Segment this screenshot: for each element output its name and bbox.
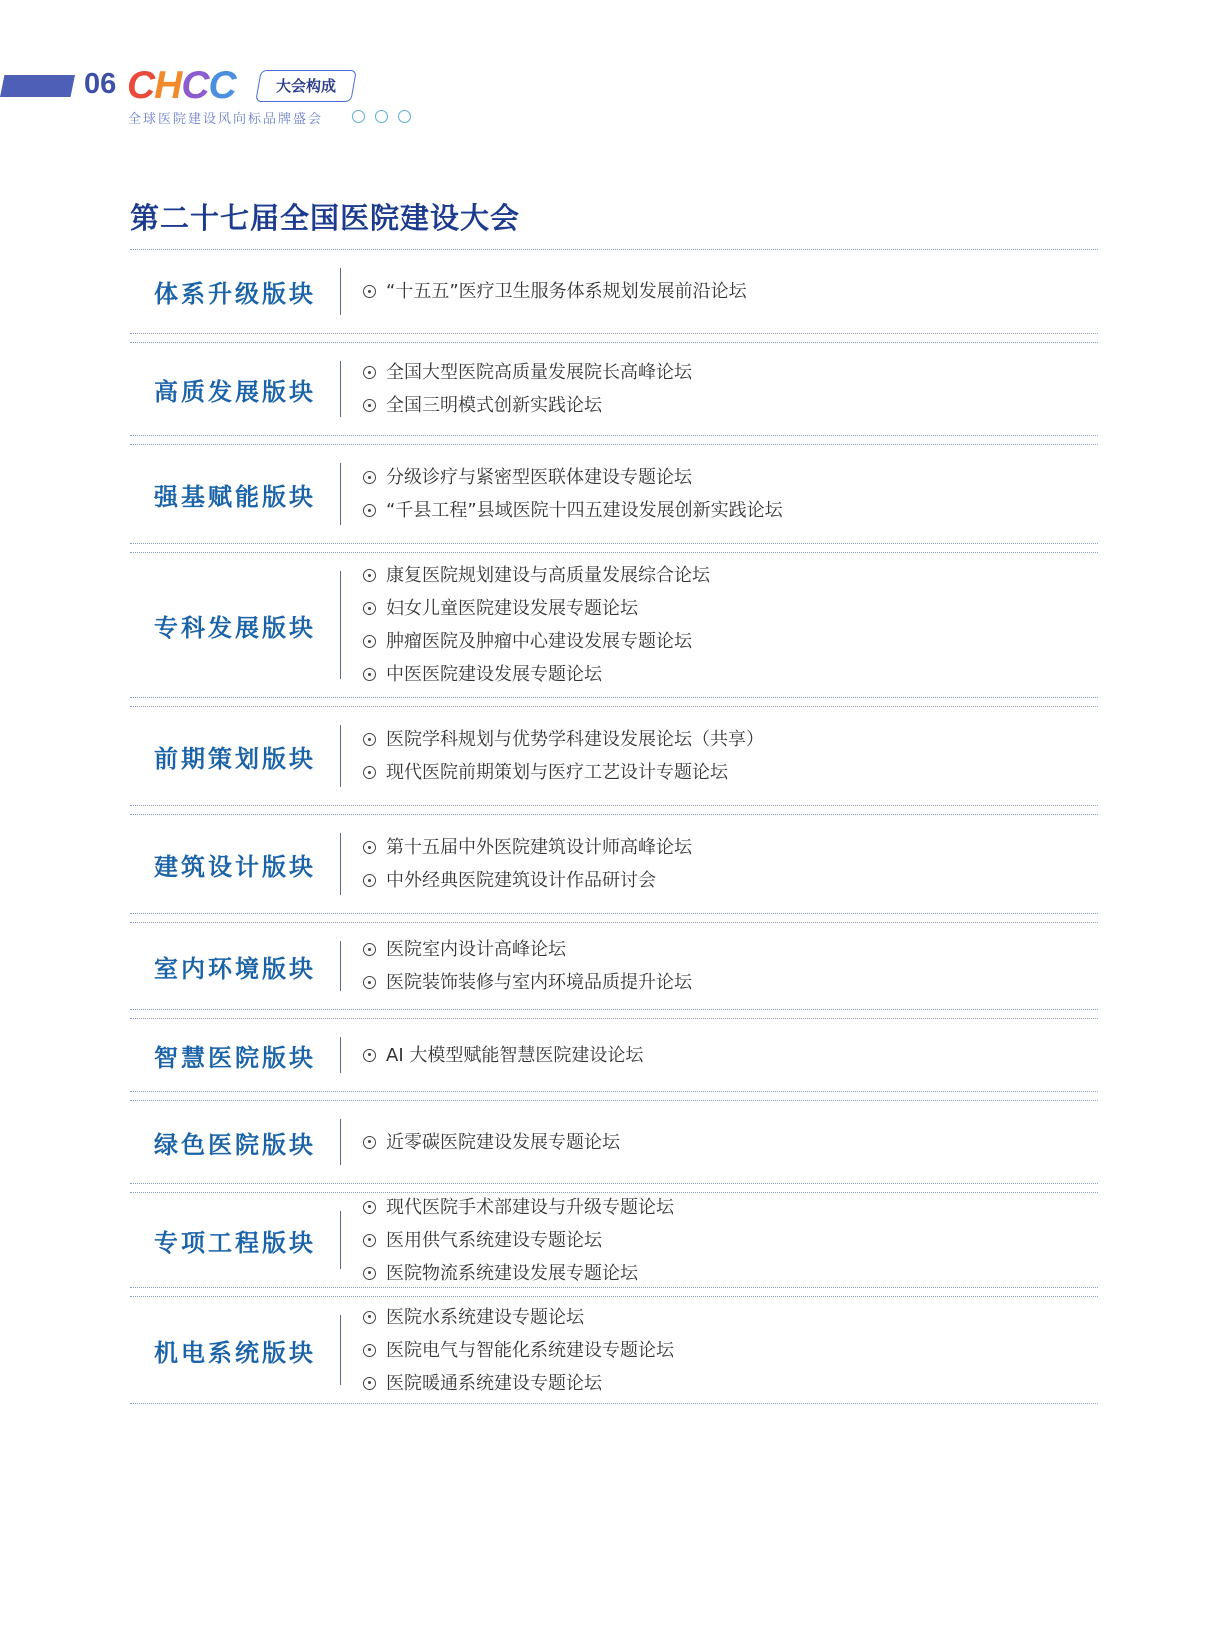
bullet-circle-icon	[363, 668, 376, 681]
forum-item-label: “十五五”医疗卫生服务体系规划发展前沿论坛	[386, 281, 747, 302]
forum-item-label: 康复医院规划建设与高质量发展综合论坛	[386, 565, 710, 586]
bullet-circle-icon	[363, 399, 376, 412]
forum-row	[130, 1101, 1098, 1183]
forum-item	[363, 461, 1098, 494]
forum-item	[363, 559, 1098, 592]
forum-item	[363, 275, 1098, 308]
forum-item-label: 医院装饰装修与室内环境品质提升论坛	[386, 972, 692, 993]
bullet-circle-icon	[363, 569, 376, 582]
bullet-circle-icon	[363, 733, 376, 746]
forum-list	[341, 1193, 1098, 1287]
bullet-circle-icon	[363, 1136, 376, 1149]
forum-item-label: 医院电气与智能化系统建设专题论坛	[386, 1339, 674, 1361]
forum-item-label: 医院学科规划与优势学科建设发展论坛（共享）	[386, 729, 764, 750]
forum-item-label: 全国三明模式创新实践论坛	[386, 395, 602, 416]
forum-item	[363, 1191, 1098, 1224]
bullet-circle-icon	[363, 285, 376, 298]
decorative-dots	[352, 110, 411, 123]
header-accent-bar	[0, 75, 75, 97]
header-subtitle: 全球医院建设风向标品牌盛会	[128, 112, 324, 127]
row-separator	[130, 333, 1098, 343]
forum-row	[130, 445, 1098, 543]
forum-item-label: 肿瘤医院及肿瘤中心建设发展专题论坛	[386, 631, 692, 652]
forum-item	[363, 966, 1098, 999]
section-label: 体系升级版块	[154, 280, 316, 308]
forum-item-label: 医院物流系统建设发展专题论坛	[386, 1262, 638, 1284]
bullet-circle-icon	[363, 602, 376, 615]
forum-item-label: “千县工程”县域医院十四五建设发展创新实践论坛	[386, 500, 783, 521]
forum-row	[130, 1019, 1098, 1091]
section-label: 前期策划版块	[154, 744, 316, 773]
bullet-circle-icon	[363, 366, 376, 379]
forum-item-label: 第十五届中外医院建筑设计师高峰论坛	[386, 837, 692, 858]
forum-item-label: 现代医院前期策划与医疗工艺设计专题论坛	[386, 762, 728, 783]
row-separator	[130, 913, 1098, 923]
forum-item	[363, 592, 1098, 625]
forum-item-label: 中外经典医院建筑设计作品研讨会	[386, 870, 656, 891]
row-separator	[130, 435, 1098, 445]
forum-item	[363, 658, 1098, 691]
forum-item	[363, 831, 1098, 864]
forum-item-label: 医院室内设计高峰论坛	[386, 939, 566, 960]
section-label: 室内环境版块	[154, 954, 316, 983]
bullet-circle-icon	[363, 1201, 376, 1214]
section-label: 高质发展版块	[154, 377, 316, 406]
forum-list	[341, 1019, 1098, 1091]
forum-list	[341, 553, 1098, 697]
forum-item	[363, 1039, 1098, 1072]
section-label: 机电系统版块	[154, 1338, 316, 1367]
forum-row	[130, 815, 1098, 913]
forum-row	[130, 1297, 1098, 1403]
bullet-circle-icon	[363, 1377, 376, 1390]
section-label: 强基赋能版块	[154, 482, 316, 511]
forum-item	[363, 1367, 1098, 1400]
section-tag: 大会构成	[255, 70, 357, 102]
section-label: 专科发展版块	[154, 613, 316, 642]
section-label: 建筑设计版块	[154, 852, 316, 881]
forum-item	[363, 1126, 1098, 1159]
row-separator	[130, 1091, 1098, 1101]
forum-list	[341, 250, 1098, 333]
bullet-circle-icon	[363, 1049, 376, 1062]
chcc-logo: CHCC	[127, 64, 236, 107]
forum-item	[363, 494, 1098, 527]
forum-item	[363, 356, 1098, 389]
page-number: 06	[84, 68, 117, 100]
forum-item-label: 妇女儿童医院建设发展专题论坛	[386, 598, 638, 619]
forum-row	[130, 707, 1098, 805]
forum-row	[130, 1193, 1098, 1287]
bullet-circle-icon	[363, 1234, 376, 1247]
row-separator	[130, 1009, 1098, 1019]
row-separator	[130, 543, 1098, 553]
forum-list	[341, 1101, 1098, 1183]
forum-list	[341, 1297, 1098, 1403]
forum-list	[341, 343, 1098, 435]
forum-row	[130, 553, 1098, 697]
row-separator	[130, 805, 1098, 815]
forum-item-label: AI 大模型赋能智慧医院建设论坛	[386, 1044, 644, 1066]
forum-list	[341, 815, 1098, 913]
forum-item-label: 医院暖通系统建设专题论坛	[386, 1372, 602, 1394]
section-label: 智慧医院版块	[154, 1043, 316, 1072]
forum-item	[363, 723, 1098, 756]
bullet-circle-icon	[363, 1311, 376, 1324]
bullet-circle-icon	[363, 874, 376, 887]
page-title: 第二十七届全国医院建设大会	[130, 201, 521, 235]
forum-item-label: 中医医院建设发展专题论坛	[386, 664, 602, 685]
bullet-circle-icon	[363, 504, 376, 517]
bullet-circle-icon	[363, 976, 376, 989]
bullet-circle-icon	[363, 766, 376, 779]
forum-list	[341, 707, 1098, 805]
forum-item	[363, 1334, 1098, 1367]
section-label: 绿色医院版块	[154, 1130, 316, 1159]
forum-list	[341, 923, 1098, 1009]
forum-item	[363, 1301, 1098, 1334]
forum-item	[363, 1257, 1098, 1290]
bullet-circle-icon	[363, 841, 376, 854]
row-separator	[130, 1403, 1098, 1404]
forum-item-label: 近零碳医院建设发展专题论坛	[386, 1131, 620, 1153]
bullet-circle-icon	[363, 635, 376, 648]
forum-row	[130, 250, 1098, 333]
section-label: 专项工程版块	[154, 1228, 316, 1257]
forum-table	[130, 249, 1098, 1404]
forum-item	[363, 1224, 1098, 1257]
forum-item-label: 分级诊疗与紧密型医联体建设专题论坛	[386, 467, 692, 488]
forum-item-label: 全国大型医院高质量发展院长高峰论坛	[386, 362, 692, 383]
forum-item	[363, 389, 1098, 422]
forum-item-label: 医院水系统建设专题论坛	[386, 1306, 584, 1328]
row-separator	[130, 697, 1098, 707]
forum-item	[363, 864, 1098, 897]
bullet-circle-icon	[363, 471, 376, 484]
forum-item	[363, 756, 1098, 789]
forum-row	[130, 343, 1098, 435]
forum-item	[363, 625, 1098, 658]
forum-list	[341, 445, 1098, 543]
forum-item-label: 医用供气系统建设专题论坛	[386, 1229, 602, 1251]
bullet-circle-icon	[363, 1344, 376, 1357]
forum-row	[130, 923, 1098, 1009]
forum-item	[363, 933, 1098, 966]
bullet-circle-icon	[363, 943, 376, 956]
bullet-circle-icon	[363, 1267, 376, 1280]
forum-item-label: 现代医院手术部建设与升级专题论坛	[386, 1196, 674, 1218]
